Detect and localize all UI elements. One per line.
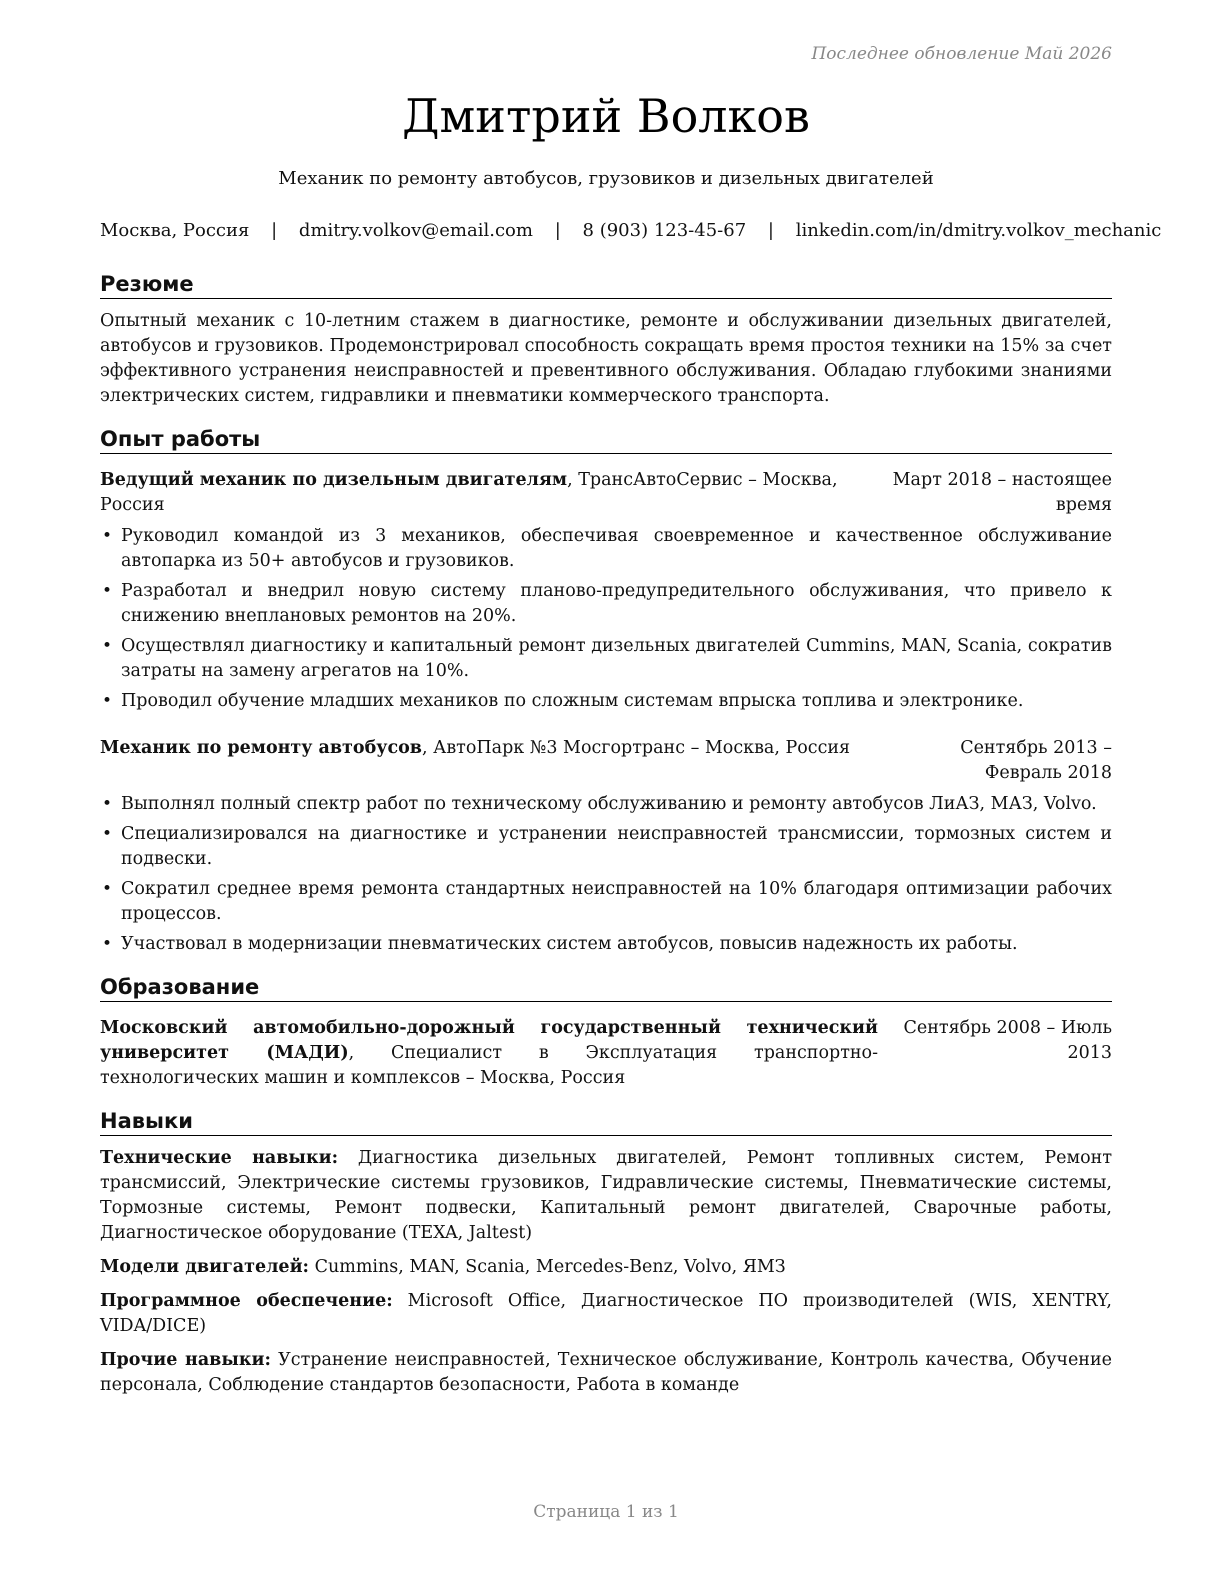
contact-email[interactable]: dmitry.volkov@email.com [298, 220, 533, 241]
education-section [100, 973, 1112, 1091]
skill-label: Модели двигателей: [100, 1257, 310, 1277]
job-bullets [100, 524, 1112, 714]
last-updated: Последнее обновление Май 2026 [811, 44, 1112, 64]
contact-separator: | [554, 220, 561, 241]
job-bullets [100, 792, 1112, 957]
section-title-summary: Резюме [100, 270, 1112, 299]
skill-group [100, 1255, 1112, 1280]
education-school: Московский автомобильно-дорожный государственный технический университет (МАДИ) [100, 1018, 878, 1063]
skill-label: Программное обеспечение: [100, 1291, 393, 1311]
contact-separator: | [271, 220, 278, 241]
list-item: • Осуществлял диагностику и капитальный ремонт дизельных двигателей Cummins, MAN, Scania, сократив затраты на замену агрегатов на 10%. [100, 634, 1112, 684]
job-company: , ТрансАвтоСервис – Москва, Россия [100, 470, 838, 515]
list-item: • Разработал и внедрил новую систему планово-предупредительного обслуживания, что привело к снижению внеплановых ремонтов на 20%. [100, 579, 1112, 629]
list-item: • Руководил командой из 3 механиков, обеспечивая своевременное и качественное обслуживание автопарка из 50+ автобусов и грузовиков. [100, 524, 1112, 574]
skill-text: Диагностика дизельных двигателей, Ремонт топливных систем, Ремонт трансмиссий, Электрические системы грузовиков, Гидравлические системы, Пневматические системы, Тормозные системы, Ремонт подвески, Капитальный ремонт двигателей, Сварочные работы, Диагностическое оборудование (TEXA, Jaltest) [100, 1148, 1112, 1243]
education-description [100, 1016, 878, 1091]
section-title-skills: Навыки [100, 1107, 1112, 1136]
job-title-line [100, 736, 870, 786]
contact-linkedin[interactable]: linkedin.com/in/dmitry.volkov_mechanic [795, 220, 1162, 241]
skill-label: Прочие навыки: [100, 1350, 271, 1370]
skills-section [100, 1107, 1112, 1398]
experience-section [100, 425, 1112, 957]
page-number: Страница 1 из 1 [533, 1502, 679, 1522]
education-entry [100, 1016, 1112, 1091]
contact-separator: | [767, 220, 774, 241]
candidate-subtitle: Механик по ремонту автобусов, грузовиков и дизельных двигателей [278, 168, 934, 189]
section-title-experience: Опыт работы [100, 425, 1112, 454]
list-item: • Проводил обучение младших механиков по сложным системам впрыска топлива и электронике. [100, 689, 1112, 714]
skill-text: Microsoft Office, Диагностическое ПО производителей (WIS, XENTRY, VIDA/DICE) [100, 1291, 1112, 1336]
job-position: Механик по ремонту автобусов [100, 738, 422, 758]
summary-text: Опытный механик с 10-летним стажем в диагностике, ремонте и обслуживании дизельных двигателей, автобусов и грузовиков. Продемонстрировал способность сокращать время простоя техники на 15% за счет эффективного устранения неисправностей и превентивного обслуживания. Обладаю глубокими знаниями электрических систем, гидравлики и пневматики коммерческого транспорта. [100, 311, 1112, 406]
resume-content [100, 270, 1112, 1414]
list-item: • Специализировался на диагностике и устранении неисправностей трансмиссии, тормозных систем и подвески. [100, 822, 1112, 872]
list-item: • Выполнял полный спектр работ по техническому обслуживанию и ремонту автобусов ЛиАЗ, МАЗ, Volvo. [100, 792, 1112, 817]
skill-label: Технические навыки: [100, 1148, 339, 1168]
job-title-line [100, 468, 870, 518]
education-details: , Специалист в Эксплуатация транспортно-технологических машин и комплексов – Москва, Россия [100, 1043, 878, 1088]
job-company: , АвтоПарк №3 Мосгортранс – Москва, Россия [421, 738, 851, 758]
job-dates: Сентябрь 2013 – Февраль 2018 [960, 738, 1112, 783]
education-dates: Сентябрь 2008 – Июль 2013 [903, 1018, 1112, 1063]
job-dates: Март 2018 – настоящее время [892, 470, 1112, 515]
job-entry [100, 736, 1112, 957]
skill-group [100, 1289, 1112, 1339]
job-entry [100, 468, 1112, 714]
list-item: • Сократил среднее время ремонта стандартных неисправностей на 10% благодаря оптимизации рабочих процессов. [100, 877, 1112, 927]
candidate-name: Дмитрий Волков [402, 89, 810, 143]
job-position: Ведущий механик по дизельным двигателям [100, 470, 568, 490]
job-header [100, 736, 1112, 786]
section-title-education: Образование [100, 973, 1112, 1002]
contact-location: Москва, Россия [100, 220, 250, 241]
job-header [100, 468, 1112, 518]
list-item: • Участвовал в модернизации пневматических систем автобусов, повысив надежность их работы. [100, 932, 1112, 957]
summary-section [100, 270, 1112, 409]
skill-text: Устранение неисправностей, Техническое обслуживание, Контроль качества, Обучение персонала, Соблюдение стандартов безопасности, Работа в команде [100, 1350, 1112, 1395]
skill-group [100, 1146, 1112, 1246]
contact-line [100, 220, 1162, 241]
contact-phone[interactable]: 8 (903) 123-45-67 [582, 220, 747, 241]
skill-text: Cummins, MAN, Scania, Mercedes-Benz, Volvo, ЯМЗ [309, 1257, 786, 1277]
skill-group [100, 1348, 1112, 1398]
